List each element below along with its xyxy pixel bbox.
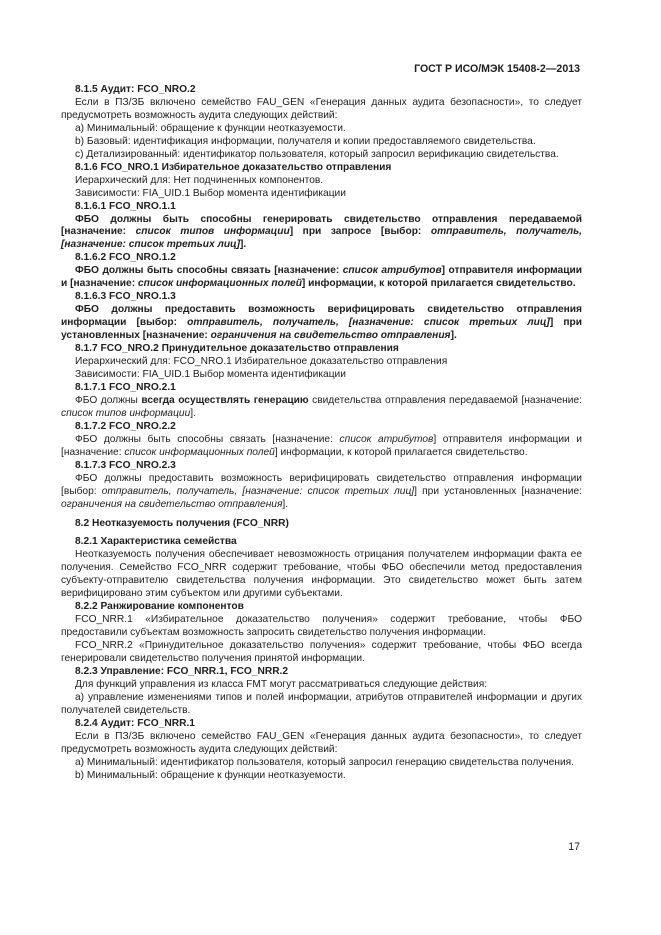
paragraph: а) Минимальный: идентификатор пользователя, который запросил генерацию свидетельства получения. (75, 756, 575, 768)
paragraph: ФБО должны всегда осуществлять генерацию свидетельства отправления передаваемой [назначение: список типов информации]. (61, 394, 582, 419)
paragraph: а) управление изменениями типов и полей информации, атрибутов отправителей информации и других получателей свидетельств. (61, 691, 582, 716)
section-heading: 8.2.3 Управление: FCO_NRR.1, FCO_NRR.2 (75, 665, 289, 677)
section-heading: 8.1.5 Аудит: FCO_NRO.2 (75, 84, 196, 95)
section-heading: 8.2.2 Ранжирование компонентов (75, 601, 244, 613)
section-heading: 8.1.6 FCO_NRO.1 Избирательное доказательство отправления (75, 161, 392, 173)
paragraph: FCO_NRR.1 «Избирательное доказательство получения» содержит требование, чтобы ФБО предоставили субъектам возможность запросить свидетельство получения информации. (61, 614, 582, 639)
document-body (61, 84, 582, 783)
section-heading: 8.1.6.3 FCO_NRO.1.3 (75, 291, 176, 303)
paragraph: Для функций управления из класса FMT могут рассматриваться следующие действия: (75, 678, 488, 690)
paragraph: b) Базовый: идентификация информации, получателя и копии предоставляемого свидетельства. (75, 135, 536, 147)
paragraph: Если в ПЗ/ЗБ включено семейство FAU_GEN «Генерация данных аудита безопасности», то следует предусмотреть возможность аудита следующих действий: (61, 96, 582, 121)
section-heading: 8.1.6.1 FCO_NRO.1.1 (75, 200, 176, 212)
section-heading: 8.1.7.2 FCO_NRO.2.2 (75, 420, 176, 432)
section-heading: 8.2 Неотказуемость получения (FCO_NRR) (75, 518, 289, 530)
section-heading: 8.1.6.2 FCO_NRO.1.2 (75, 252, 176, 264)
paragraph: a) Минимальный: обращение к функции неотказуемости. (75, 122, 346, 134)
paragraph: Неотказуемость получения обеспечивает невозможность отрицания получателем информации факта ее получения. Семейство FCO_NRR содержит требование, чтобы ФБО обеспечили метод предоставления субъекту-отправителю свидетельства получения информации. Это свидетельство может быть затем верифицировано этим субъектом или другими субъектами. (61, 549, 582, 600)
paragraph: ФБО должны быть способны связать [назначение: список атрибутов] отправителя информации и [назначение: список информационных полей] информации, к которой прилагается свидетельство. (61, 433, 582, 458)
paragraph: ФБО должны быть способны генерировать свидетельство отправления передаваемой [назначение: список типов информации] при запросе [выбор: отправитель, получатель, [назначение: список третьих лиц]]. (61, 213, 582, 251)
paragraph: Зависимости: FIA_UID.1 Выбор момента идентификации (75, 368, 346, 380)
section-heading: 8.2.4 Аудит: FCO_NRR.1 (75, 717, 195, 729)
paragraph: FCO_NRR.2 «Принудительное доказательство получения» содержит требование, чтобы ФБО всегда генерировали свидетельство получения принятой информации. (61, 640, 582, 664)
section-heading: 8.1.7.1 FCO_NRO.2.1 (75, 381, 176, 393)
paragraph: Иерархический для: FCO_NRO.1 Избирательное доказательство отправления (75, 356, 448, 368)
paragraph: Зависимости: FIA_UID.1 Выбор момента идентификации (75, 187, 346, 199)
paragraph: ФБО должны предоставить возможность верифицировать свидетельство отправления информации [выбор: отправитель, получатель, [назначение: список третьих лиц]] при установленных [назначение: ограничения на свидетельство отправления]. (61, 472, 582, 510)
page-number: 17 (568, 841, 580, 853)
paragraph: b) Минимальный: обращение к функции неотказуемости. (75, 769, 346, 781)
paragraph: ФБО должны предоставить возможность верифицировать свидетельство отправления информации [выбор: отправитель, получатель, [назначение: список третьих лиц]] при установленных [назначение: ограничения на свидетельство отправления]. (61, 304, 582, 342)
section-heading: 8.1.7.3 FCO_NRO.2.3 (75, 459, 176, 471)
section-heading: 8.1.7 FCO_NRO.2 Принудительное доказательство отправления (75, 343, 399, 355)
paragraph: c) Детализированный: идентификатор пользователя, который запросил верификацию свидетельства. (75, 148, 559, 160)
paragraph: Если в ПЗ/ЗБ включено семейство FAU_GEN «Генерация данных аудита безопасности», то следует предусмотреть возможность аудита следующих действий: (61, 730, 582, 755)
standard-header: ГОСТ Р ИСО/МЭК 15408-2—2013 (414, 63, 580, 75)
section-heading: 8.2.1 Характеристика семейства (75, 536, 237, 548)
paragraph: Иерархический для: Нет подчиненных компонентов. (75, 174, 324, 186)
paragraph: ФБО должны быть способны связать [назначение: список атрибутов] отправителя информации и [назначение: список информационных полей] информации, к которой прилагается свидетельство. (61, 265, 583, 290)
